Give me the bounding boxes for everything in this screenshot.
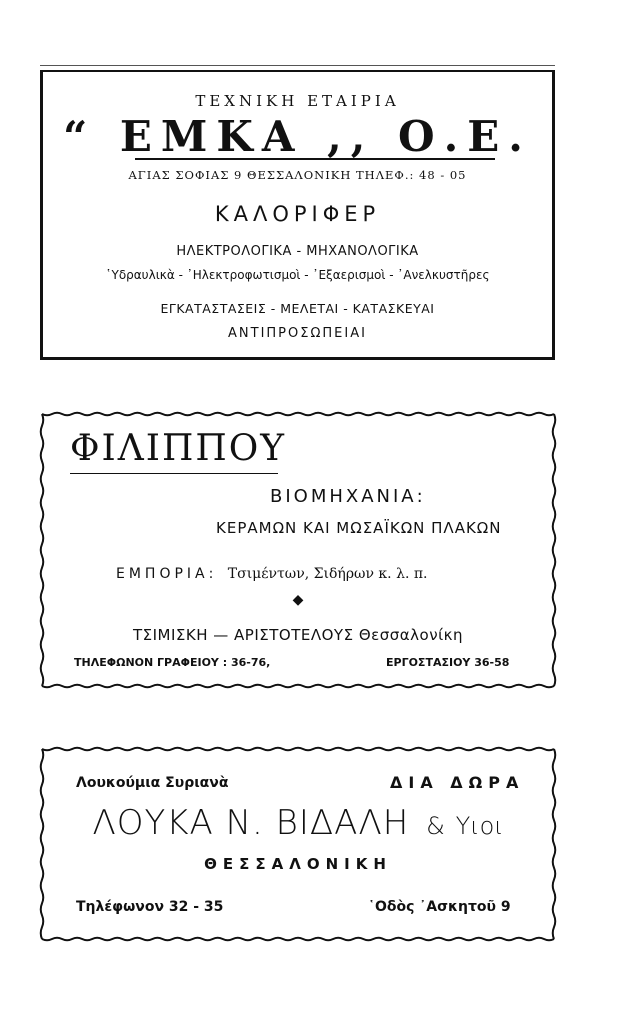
gifts-label: ΔΙΑ ΔΩΡΑ bbox=[390, 773, 525, 792]
company-name: ΦΙΛΙΠΠΟΥ bbox=[70, 428, 287, 469]
city: ΘΕΣΣΑΛΟΝΙΚΗ bbox=[204, 855, 392, 873]
merchant-name: ΛΟΥΚΑ Ν. ΒΙΔΑΛΗ bbox=[92, 803, 410, 843]
address-line: ΑΓΙΑΣ ΣΟΦΙΑΣ 9 ΘΕΣΣΑΛΟΝΙΚΗ ΤΗΛΕΦ.: 48 - 05 bbox=[128, 168, 467, 182]
wavy-border-edge bbox=[42, 748, 554, 751]
ampersand: & bbox=[426, 812, 445, 840]
office-phone: ΤΗΛΕΦΩΝΟΝ ΓΡΑΦΕΙΟΥ : 36-76, bbox=[74, 656, 271, 669]
merchant-name-row bbox=[38, 803, 558, 843]
industry-detail: ΚΕΡΑΜΩΝ ΚΑΙ ΜΩΣΑΪΚΩΝ ΠΛΑΚΩΝ bbox=[216, 519, 502, 537]
name-underline bbox=[70, 473, 278, 474]
services-line-2: ῾Υδραυλικὰ - ᾿Ηλεκτροφωτισμοὶ - ᾿Εξαερισμοὶ - ᾿Ανελκυστῆρες bbox=[105, 268, 490, 282]
services-line-4: ΑΝΤΙΠΡΟΣΩΠΕΙΑΙ bbox=[228, 326, 367, 341]
heading-kalorifer: ΚΑΛΟΡΙΦΕΡ bbox=[214, 202, 381, 226]
wavy-border-edge bbox=[42, 413, 554, 416]
diamond-ornament: ◆ bbox=[292, 592, 304, 608]
wavy-border-edge bbox=[42, 685, 554, 688]
phone: Τηλέφωνον 32 - 35 bbox=[76, 899, 224, 915]
emka-advertisement bbox=[40, 70, 555, 360]
company-type: ΤΕΧΝΙΚΗ ΕΤΑΙΡΙΑ bbox=[195, 92, 400, 110]
sons-label: Υιοι bbox=[455, 812, 504, 840]
services-line-3: ΕΓΚΑΤΑΣΤΑΣΕΙΣ - ΜΕΛΕΤΑΙ - ΚΑΤΑΣΚΕΥΑΙ bbox=[160, 301, 435, 316]
product-line: Λουκούμια Συριανὰ bbox=[76, 775, 229, 791]
wavy-border-edge bbox=[553, 749, 556, 939]
wavy-border-edge bbox=[553, 414, 556, 686]
address: ΤΣΙΜΙΣΚΗ — ΑΡΙΣΤΟΤΕΛΟΥΣ Θεσσαλονίκη bbox=[132, 626, 464, 644]
commerce-detail: Τσιμέντων, Σιδήρων κ. λ. π. bbox=[227, 566, 428, 582]
company-name: “ ΕΜΚΑ ,, Ο.Ε. bbox=[63, 112, 532, 161]
name-underline bbox=[135, 158, 495, 160]
commerce-label: ΕΜΠΟΡΙΑ: bbox=[116, 566, 218, 582]
wavy-border-edge bbox=[42, 938, 554, 941]
industry-title: ΒΙΟΜΗΧΑΝΙΑ: bbox=[270, 486, 426, 507]
street: ῾Οδὸς ᾿Ασκητοῦ 9 bbox=[368, 899, 511, 915]
philippou-advertisement bbox=[38, 410, 558, 690]
wavy-border-edge bbox=[41, 414, 44, 686]
wavy-border-edge bbox=[41, 749, 44, 939]
vidali-advertisement bbox=[38, 745, 558, 943]
factory-phone: ΕΡΓΟΣΤΑΣΙΟΥ 36-58 bbox=[386, 656, 510, 669]
double-rule bbox=[40, 65, 555, 66]
services-line-1: ΗΛΕΚΤΡΟΛΟΓΙΚΑ - ΜΗΧΑΝΟΛΟΓΙΚΑ bbox=[176, 244, 419, 259]
